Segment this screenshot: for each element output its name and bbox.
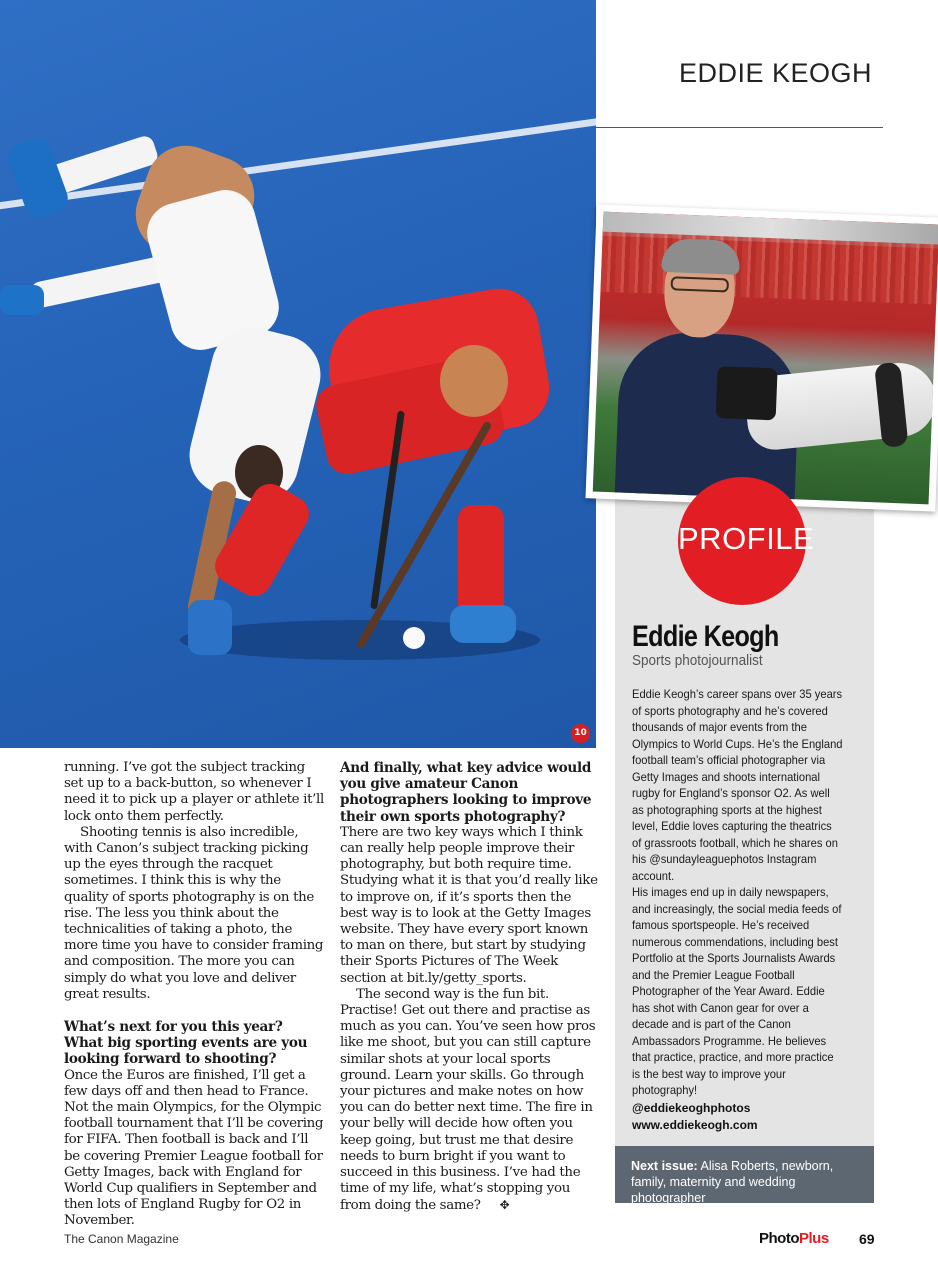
page-number: 69	[859, 1231, 875, 1247]
red-player-shoe	[450, 605, 516, 643]
interview-question: And finally, what key advice would you give amateur Canon photographers looking to improve their own sports photography?	[340, 760, 592, 825]
article-paragraph	[340, 987, 602, 1215]
profile-portrait-photo	[585, 204, 938, 511]
red-player-head	[440, 345, 508, 417]
hockey-ball	[403, 627, 425, 649]
section-rule	[596, 127, 883, 128]
article-column-1	[64, 760, 326, 1230]
article-paragraph: Once the Euros are finished, I’ll get a few days off and then head to France. Not the main Olympics, for the Olympic football tournament that I’ll be covering for FIFA. Then football is back and I’ll be covering Premier League football for Getty Images, back with England for World Cup qualifiers in September and then lots of England Rugby for O2 in November.	[64, 1067, 324, 1229]
article-column-2	[340, 760, 602, 1215]
profile-links	[632, 1100, 758, 1133]
white-player-shoe-right	[4, 135, 71, 221]
profile-role: Sports photojournalist	[632, 652, 763, 669]
article-paragraph: Shooting tennis is also incredible, with Canon’s subject tracking picking up the eyes through the racquet sometimes. I think this is why the quality of sports photography is on the rise. The less you think about the technicalities of taking a photo, the more time you have to consider framing and composition. The more you can simply do what you love and deliver great results.	[64, 824, 324, 1002]
portrait-image	[593, 212, 938, 505]
profile-bio-paragraph: Eddie Keogh’s career spans over 35 years of sports photography and he’s covered thousands of major events from the Olympics to World Cups. He’s the England football team’s official photographer via Getty Images and shoots international rugby for England’s sponsor O2. As well as photographing sports at the highest level, Eddie loves capturing the theatrics of grassroots football, which he shares on his @sundayleaguephotos Instagram account.	[632, 687, 843, 883]
next-issue-box	[615, 1146, 874, 1203]
article-paragraph: There are two key ways which I think can really help people improve their photography, but both require time. Studying what it is that you’d really like to improve on, if it’s sports then the best way is to look at the Getty Images website. They have every sport known to man on there, but start by studying their Sports Pictures of The Week section at bit.ly/getty_sports.	[340, 824, 598, 986]
profile-bio-paragraph: His images end up in daily newspapers, and increasingly, the social media feeds of famous sportspeople. He’s received numerous commendations, including best Portfolio at the Sports Journalists Awards and the Premier League Football Photographer of the Year Award. Eddie has shot with Canon gear for over a decade and is part of the Canon Ambassadors Programme. He believes that practice, practice, and more practice is the best way to improve your photography!	[632, 885, 842, 1097]
hero-photo	[0, 0, 596, 748]
brand-part-1: Photo	[759, 1230, 799, 1247]
instagram-handle: @eddiekeoghphotos	[632, 1101, 751, 1115]
stadium-stands	[600, 232, 938, 305]
photo-number-badge: 10	[571, 724, 590, 743]
brand-logo	[759, 1230, 829, 1247]
section-title: EDDIE KEOGH	[678, 58, 872, 88]
glasses-icon	[671, 276, 729, 292]
article-paragraph-text: The second way is the fun bit. Practise! Get out there and practise as much as you can. You’ve seen how pros like me shoot, but you can still capture similar shots at your local sports ground. Learn your skills. Go through your pictures and make notes on how you can do better next time. The fire in your belly will decide how often you keep going, but trust me that desire needs to burn bright if you want to succeed in this business. I’ve had the time of my life, what’s stopping you from doing the same?	[340, 986, 596, 1214]
brand-part-2: Plus	[799, 1230, 829, 1247]
interview-question: What’s next for you this year? What big sporting events are you looking forward to shooting?	[64, 1019, 308, 1068]
magazine-name: The Canon Magazine	[64, 1232, 179, 1246]
website-link[interactable]: www.eddiekeogh.com	[632, 1117, 758, 1132]
next-issue-text: Alisa Roberts, newborn, family, maternity and wedding photographer	[631, 1159, 834, 1205]
profile-badge-label: PROFILE	[678, 521, 815, 556]
next-issue-label: Next issue:	[631, 1159, 698, 1173]
profile-name: Eddie Keogh	[632, 620, 779, 653]
end-mark-icon: ✥	[499, 1198, 510, 1213]
camera-icon	[716, 366, 778, 420]
article-paragraph: running. I’ve got the subject tracking set up to a back-button, so whenever I need it to pick up a player or athlete it’ll lock onto them perfectly.	[64, 760, 324, 824]
white-player-shoe-left	[0, 285, 44, 315]
white-player-shoe-ground	[188, 600, 232, 655]
profile-badge	[678, 477, 815, 605]
